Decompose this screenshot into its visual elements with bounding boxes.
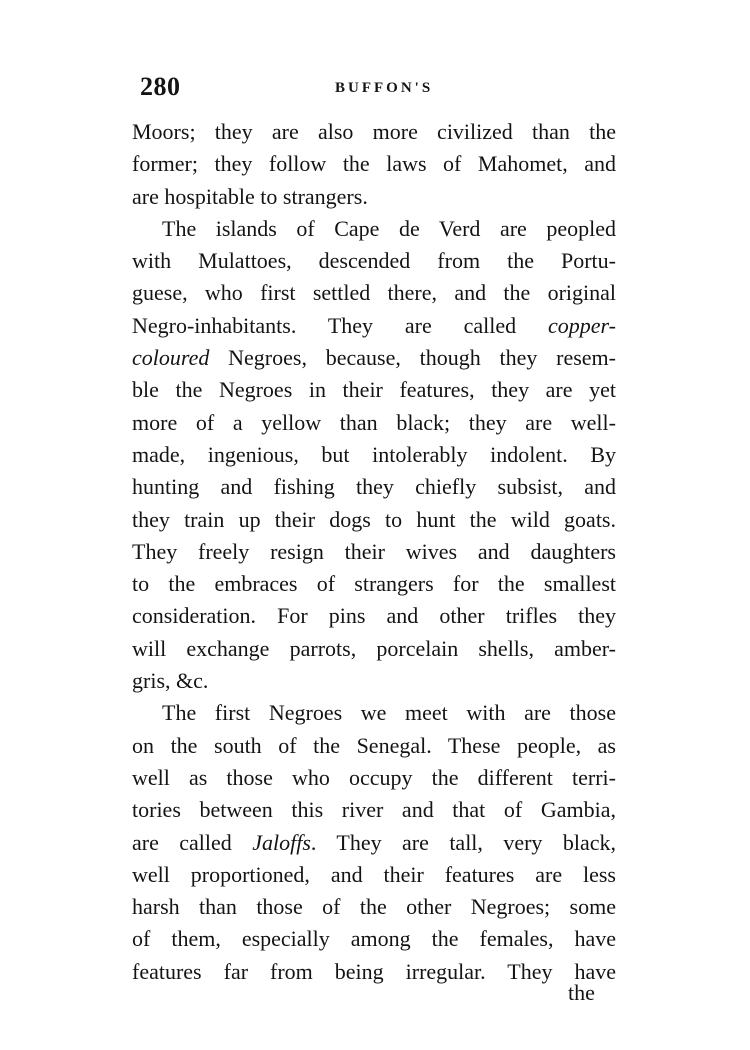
- text-line: tories between this river and that of Gambia,: [132, 797, 616, 823]
- page-number: 280: [140, 72, 181, 101]
- text-line: ble the Negroes in their features, they are yet: [132, 377, 616, 403]
- catchword: the: [568, 980, 595, 1005]
- text-line: Negro-inhabitants. They are called copper-: [132, 312, 616, 338]
- body-text: [132, 116, 616, 988]
- running-head: BUFFON'S: [335, 80, 434, 96]
- text-line: to the embraces of strangers for the smallest: [132, 571, 616, 597]
- text-line: well as those who occupy the different terri-: [132, 764, 616, 790]
- text-line: are hospitable to strangers.: [132, 183, 368, 209]
- text-line: gris, &c.: [132, 668, 209, 694]
- text-line: with Mulattoes, descended from the Portu-: [132, 248, 616, 274]
- text-line: are called Jaloffs. They are tall, very black,: [132, 829, 616, 855]
- text-line: Moors; they are also more civilized than the: [132, 119, 616, 144]
- text-line: The first Negroes we meet with are those: [162, 700, 616, 726]
- text-line: coloured Negroes, because, though they resem-: [132, 345, 616, 371]
- italic-word: copper-: [548, 312, 616, 338]
- text-line: more of a yellow than black; they are well-: [132, 409, 616, 435]
- text-line: former; they follow the laws of Mahomet, and: [132, 151, 616, 177]
- text-line: harsh than those of the other Negroes; some: [132, 894, 616, 920]
- page-header: [140, 72, 620, 108]
- text-line: hunting and fishing they chiefly subsist, and: [132, 474, 616, 500]
- text-line: features far from being irregular. They have: [132, 958, 616, 984]
- text-line: they train up their dogs to hunt the wild goats.: [132, 506, 616, 532]
- text-line: on the south of the Senegal. These people, as: [132, 732, 616, 758]
- italic-word: Jaloffs: [252, 829, 311, 855]
- text-line: guese, who first settled there, and the original: [132, 280, 616, 306]
- text-line: of them, especially among the females, have: [132, 926, 616, 952]
- italic-word: coloured: [132, 345, 210, 371]
- text-line: will exchange parrots, porcelain shells, amber-: [132, 635, 616, 661]
- text-line: well proportioned, and their features are less: [132, 861, 616, 887]
- text-line: They freely resign their wives and daughters: [132, 538, 616, 564]
- text-line: consideration. For pins and other trifles they: [132, 603, 616, 629]
- text-line: made, ingenious, but intolerably indolent. By: [132, 441, 616, 467]
- text-line: The islands of Cape de Verd are peopled: [162, 215, 616, 241]
